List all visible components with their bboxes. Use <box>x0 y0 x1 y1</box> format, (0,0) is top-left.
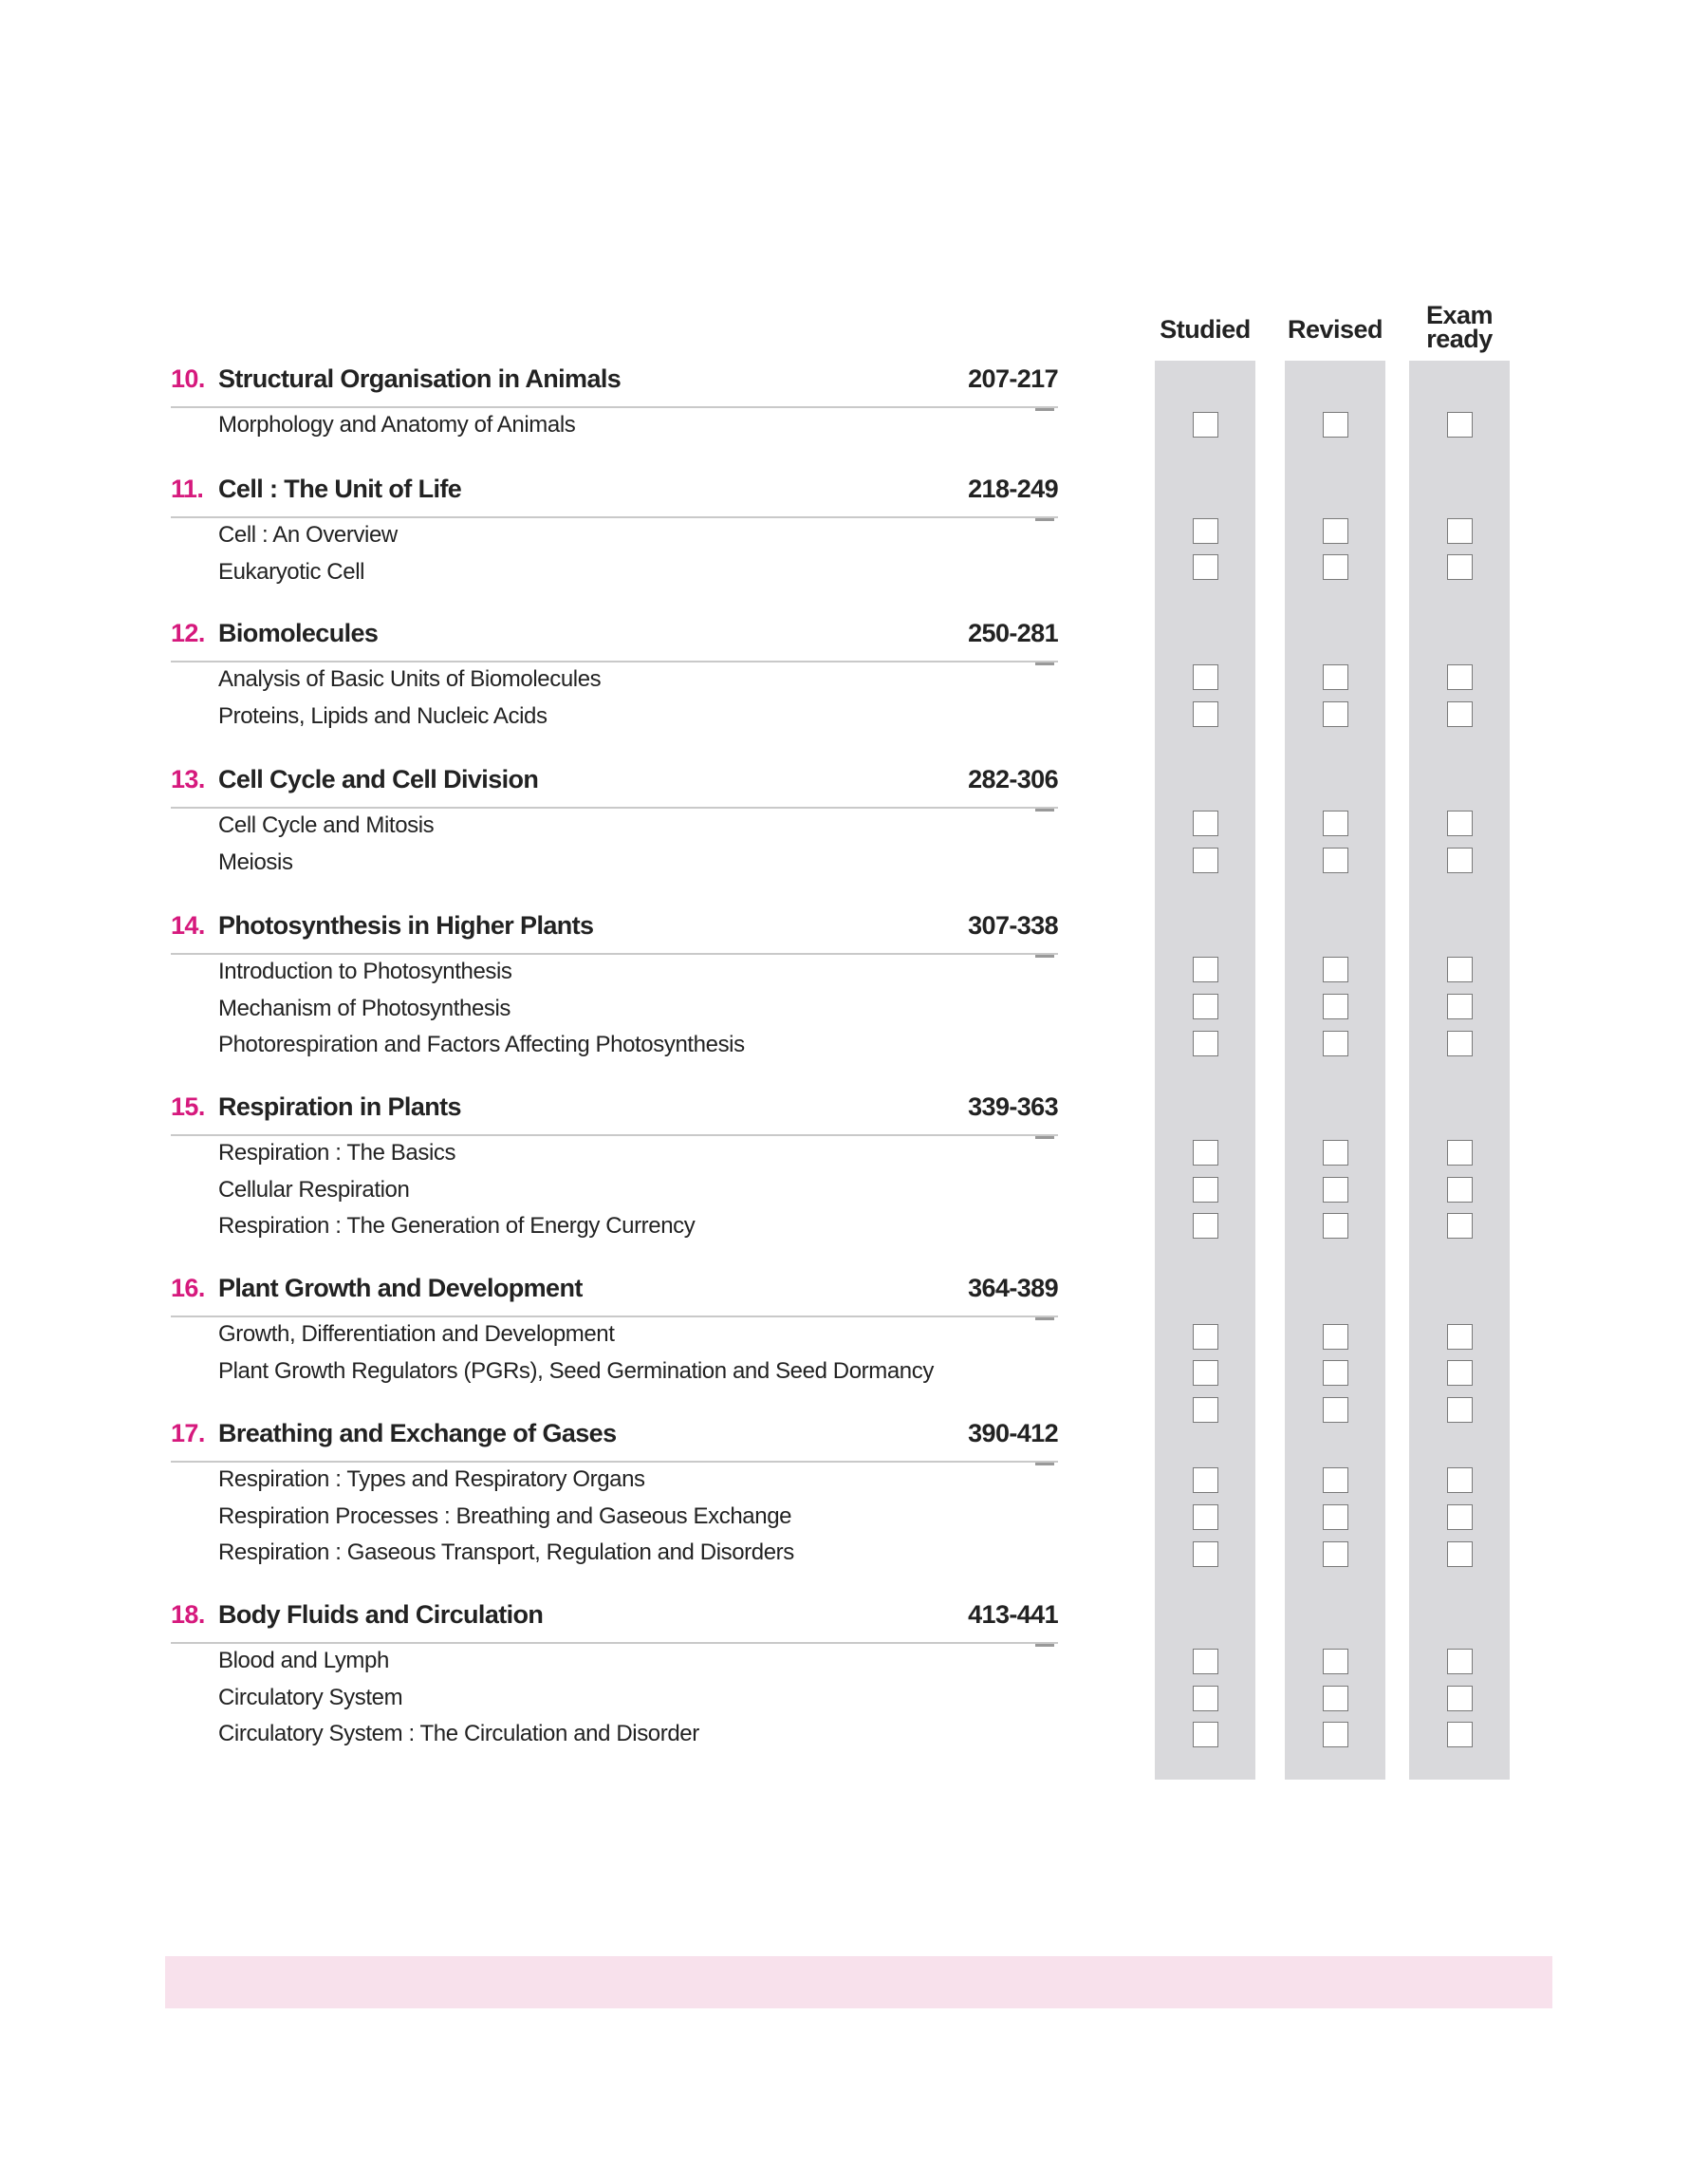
chapter-name: Cell Cycle and Cell Division <box>218 765 539 793</box>
chapter-pages: 282-306 <box>968 765 1058 793</box>
topic-item: Eukaryotic Cell <box>218 558 365 585</box>
chapter-number: 12. <box>171 619 205 647</box>
page-range-tick <box>1035 809 1054 812</box>
chapter-title <box>171 1274 1058 1317</box>
revised-checkbox[interactable] <box>1323 701 1348 727</box>
page-range-tick <box>1035 662 1054 665</box>
topic-item: Respiration : Types and Respiratory Organs <box>218 1466 645 1492</box>
exam-ready-column-header: Exam ready <box>1425 301 1494 353</box>
revised-checkbox[interactable] <box>1323 1360 1348 1386</box>
chapter-title <box>171 364 1058 408</box>
topic-item: Growth, Differentiation and Development <box>218 1321 615 1347</box>
exam-ready-checkbox[interactable] <box>1447 1031 1473 1056</box>
exam-ready-checkbox[interactable] <box>1447 412 1473 438</box>
revised-checkbox[interactable] <box>1323 554 1348 580</box>
revised-checkbox[interactable] <box>1323 1177 1348 1203</box>
revised-column-header: Revised <box>1287 315 1383 344</box>
chapter-number: 14. <box>171 911 205 940</box>
chapter-title <box>171 475 1058 518</box>
revised-checkbox[interactable] <box>1323 1213 1348 1239</box>
page-range-tick <box>1035 1463 1054 1465</box>
topic-item: Respiration : Gaseous Transport, Regulation and Disorders <box>218 1539 794 1565</box>
exam-ready-checkbox[interactable] <box>1447 811 1473 836</box>
studied-checkbox[interactable] <box>1193 1541 1218 1567</box>
exam-ready-checkbox[interactable] <box>1447 994 1473 1019</box>
studied-checkbox[interactable] <box>1193 1031 1218 1056</box>
topic-item: Respiration : The Generation of Energy Currency <box>218 1213 696 1239</box>
revised-checkbox[interactable] <box>1323 1397 1348 1423</box>
chapter-number: 10. <box>171 364 205 393</box>
revised-checkbox[interactable] <box>1323 1467 1348 1493</box>
chapter-pages: 390-412 <box>968 1419 1058 1447</box>
footer-band <box>165 1956 1552 2008</box>
chapter-number: 17. <box>171 1419 205 1447</box>
studied-checkbox[interactable] <box>1193 1324 1218 1350</box>
revised-checkbox[interactable] <box>1323 1649 1348 1674</box>
chapter-name: Breathing and Exchange of Gases <box>218 1419 617 1447</box>
revised-checkbox[interactable] <box>1323 1031 1348 1056</box>
revised-checkbox[interactable] <box>1323 1504 1348 1530</box>
page-range-tick <box>1035 955 1054 958</box>
revised-checkbox[interactable] <box>1323 957 1348 982</box>
revised-checkbox[interactable] <box>1323 1541 1348 1567</box>
exam-ready-checkbox[interactable] <box>1447 957 1473 982</box>
chapter-name: Body Fluids and Circulation <box>218 1600 544 1629</box>
page-range-tick <box>1035 1136 1054 1139</box>
revised-checkbox[interactable] <box>1323 811 1348 836</box>
studied-checkbox[interactable] <box>1193 811 1218 836</box>
studied-checkbox[interactable] <box>1193 1140 1218 1166</box>
studied-checkbox[interactable] <box>1193 1213 1218 1239</box>
exam-ready-checkbox[interactable] <box>1447 1504 1473 1530</box>
topic-item: Analysis of Basic Units of Biomolecules <box>218 666 602 692</box>
studied-checkbox[interactable] <box>1193 701 1218 727</box>
chapter-number: 18. <box>171 1600 205 1629</box>
topic-item: Photorespiration and Factors Affecting Photosynthesis <box>218 1032 745 1057</box>
topic-item: Proteins, Lipids and Nucleic Acids <box>218 702 548 729</box>
chapter-number: 13. <box>171 765 205 793</box>
chapter-pages: 307-338 <box>968 911 1058 940</box>
studied-checkbox[interactable] <box>1193 412 1218 438</box>
revised-checkbox[interactable] <box>1323 1686 1348 1711</box>
chapter-pages: 339-363 <box>968 1092 1058 1121</box>
studied-column-header: Studied <box>1160 315 1251 344</box>
chapter-name: Plant Growth and Development <box>218 1274 583 1302</box>
studied-checkbox[interactable] <box>1193 1177 1218 1203</box>
topic-item: Circulatory System : The Circulation and Disorder <box>218 1721 699 1746</box>
revised-checkbox[interactable] <box>1323 1324 1348 1350</box>
studied-checkbox[interactable] <box>1193 1722 1218 1747</box>
chapter-title <box>171 619 1058 662</box>
studied-checkbox[interactable] <box>1193 994 1218 1019</box>
revised-checkbox[interactable] <box>1323 1140 1348 1166</box>
exam-ready-checkbox[interactable] <box>1447 518 1473 544</box>
revised-checkbox[interactable] <box>1323 994 1348 1019</box>
revised-checkbox[interactable] <box>1323 412 1348 438</box>
exam-ready-checkbox[interactable] <box>1447 848 1473 873</box>
exam-ready-checkbox[interactable] <box>1447 1360 1473 1386</box>
page-range-tick <box>1035 518 1054 521</box>
topic-item: Mechanism of Photosynthesis <box>218 995 511 1021</box>
chapter-name: Biomolecules <box>218 619 379 647</box>
exam-ready-checkbox[interactable] <box>1447 1467 1473 1493</box>
chapter-pages: 207-217 <box>968 364 1058 393</box>
topic-item: Meiosis <box>218 849 293 875</box>
exam-ready-checkbox[interactable] <box>1447 554 1473 580</box>
chapter-name: Structural Organisation in Animals <box>218 364 622 393</box>
exam-ready-checkbox[interactable] <box>1447 1649 1473 1674</box>
exam-ready-checkbox[interactable] <box>1447 1213 1473 1239</box>
studied-checkbox[interactable] <box>1193 957 1218 982</box>
chapter-title <box>171 765 1058 809</box>
studied-checkbox[interactable] <box>1193 664 1218 690</box>
revised-checkbox[interactable] <box>1323 848 1348 873</box>
studied-checkbox[interactable] <box>1193 1686 1218 1711</box>
exam-ready-checkbox[interactable] <box>1447 1140 1473 1166</box>
chapter-title <box>171 911 1058 955</box>
revised-checkbox[interactable] <box>1323 664 1348 690</box>
chapter-name: Photosynthesis in Higher Plants <box>218 911 594 940</box>
topic-item: Cellular Respiration <box>218 1176 410 1203</box>
chapter-name: Cell : The Unit of Life <box>218 475 462 503</box>
studied-checkbox[interactable] <box>1193 1467 1218 1493</box>
chapter-title <box>171 1419 1058 1463</box>
page-range-tick <box>1035 1644 1054 1647</box>
topic-item: Plant Growth Regulators (PGRs), Seed Germination and Seed Dormancy <box>218 1357 934 1384</box>
chapter-name: Respiration in Plants <box>218 1092 461 1121</box>
topic-item: Respiration Processes : Breathing and Gaseous Exchange <box>218 1502 792 1529</box>
studied-checkbox[interactable] <box>1193 518 1218 544</box>
chapter-title <box>171 1092 1058 1136</box>
exam-ready-checkbox[interactable] <box>1447 701 1473 727</box>
studied-checkbox[interactable] <box>1193 1649 1218 1674</box>
page-range-tick <box>1035 408 1054 411</box>
chapter-number: 16. <box>171 1274 205 1302</box>
topic-item: Cell Cycle and Mitosis <box>218 812 435 838</box>
revised-checkbox[interactable] <box>1323 518 1348 544</box>
exam-ready-checkbox[interactable] <box>1447 1177 1473 1203</box>
exam-ready-checkbox[interactable] <box>1447 1722 1473 1747</box>
topic-item: Respiration : The Basics <box>218 1140 456 1166</box>
studied-checkbox[interactable] <box>1193 1360 1218 1386</box>
chapter-pages: 250-281 <box>968 619 1058 647</box>
chapter-number: 11. <box>171 475 204 503</box>
chapter-pages: 218-249 <box>968 475 1058 503</box>
exam-ready-checkbox[interactable] <box>1447 1541 1473 1567</box>
studied-checkbox[interactable] <box>1193 1504 1218 1530</box>
chapter-pages: 413-441 <box>968 1600 1058 1629</box>
studied-checkbox[interactable] <box>1193 1397 1218 1423</box>
exam-ready-checkbox[interactable] <box>1447 1324 1473 1350</box>
exam-ready-checkbox[interactable] <box>1447 664 1473 690</box>
topic-item: Morphology and Anatomy of Animals <box>218 412 576 438</box>
topic-item: Cell : An Overview <box>218 522 398 548</box>
revised-checkbox[interactable] <box>1323 1722 1348 1747</box>
chapter-number: 15. <box>171 1092 205 1121</box>
topic-item: Circulatory System <box>218 1684 403 1710</box>
studied-checkbox[interactable] <box>1193 554 1218 580</box>
exam-ready-checkbox[interactable] <box>1447 1686 1473 1711</box>
exam-ready-checkbox[interactable] <box>1447 1397 1473 1423</box>
topic-item: Blood and Lymph <box>218 1648 389 1673</box>
chapter-title <box>171 1600 1058 1644</box>
topic-item: Introduction to Photosynthesis <box>218 959 512 984</box>
studied-checkbox[interactable] <box>1193 848 1218 873</box>
chapter-pages: 364-389 <box>968 1274 1058 1302</box>
page-range-tick <box>1035 1317 1054 1320</box>
